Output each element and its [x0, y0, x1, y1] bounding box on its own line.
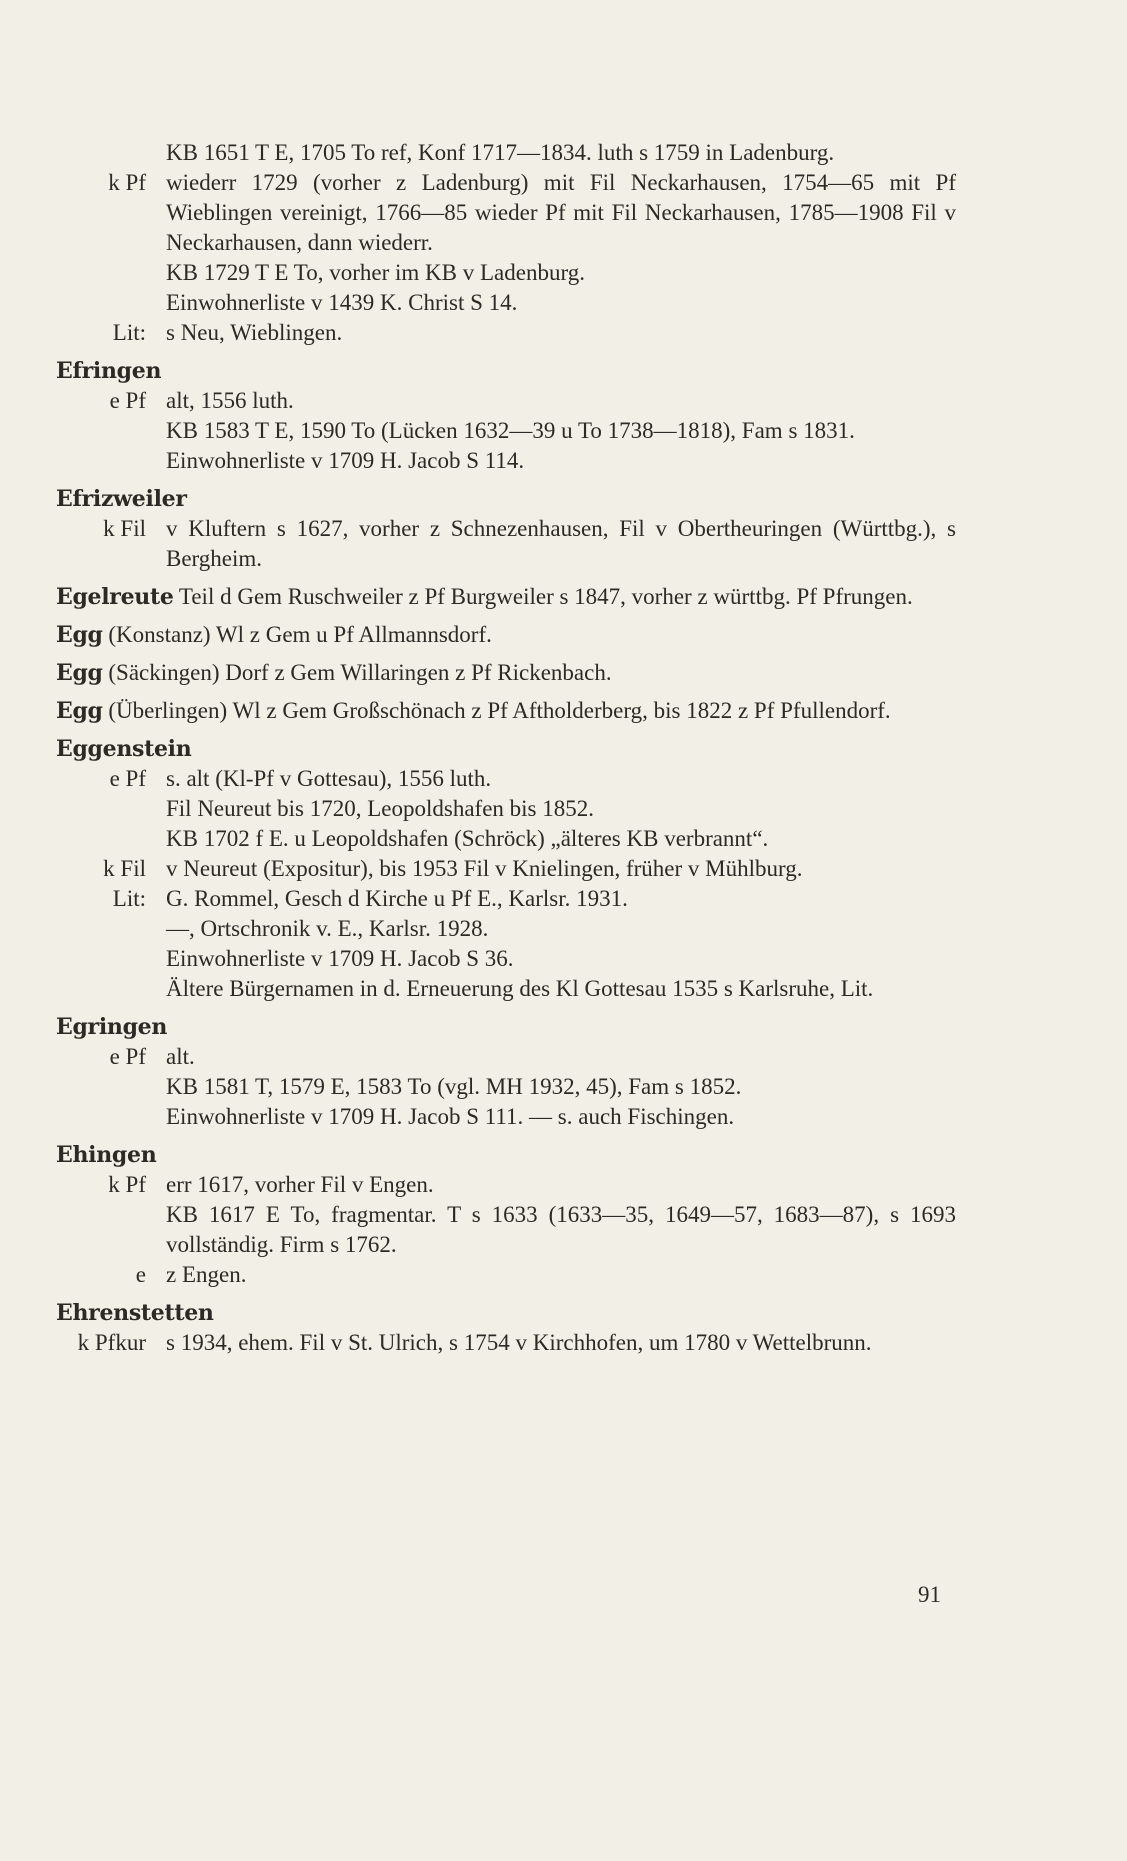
place-heading: Eggenstein	[56, 736, 192, 762]
entry-line: Ältere Bürgernamen in d. Erneuerung des Kl Gottesau 1535 s Karlsruhe, Lit.	[166, 976, 874, 1001]
entry-line: wiederr 1729 (vorher z Ladenburg) mit Fil Neckarhausen, 1754—65 mit Pf Wieblingen vereinigt, 1766—85 wieder Pf mit Fil Neckarhausen, 1785—1908 Fil v Neckarhausen, dann wiederr.	[166, 170, 956, 255]
entry-line: z Engen.	[166, 1262, 247, 1287]
entry-line: v Neureut (Expositur), bis 1953 Fil v Knielingen, früher v Mühlburg.	[166, 856, 803, 881]
entry-text	[166, 318, 956, 348]
place-heading: Ehingen	[56, 1142, 157, 1168]
entry-label: k Pf	[108, 1172, 146, 1197]
entry-row	[56, 1260, 956, 1290]
entry-row	[56, 1328, 956, 1358]
entry-text: (Überlingen) Wl z Gem Großschönach z Pf Aftholderberg, bis 1822 z Pf Pfullendorf.	[108, 698, 891, 723]
entry-label: k Fil	[103, 516, 146, 541]
entry-label	[56, 138, 166, 168]
place-heading: Egg	[56, 622, 103, 648]
entry-text	[166, 884, 956, 1004]
entry-row	[56, 764, 956, 854]
entry-text	[166, 138, 956, 168]
entry-label: Lit:	[112, 886, 146, 911]
entry-row	[56, 1042, 956, 1132]
entry-label: e Pf	[109, 1044, 146, 1069]
entry-text	[166, 1042, 956, 1132]
entry-label: e Pf	[109, 766, 146, 791]
entry-line: s 1934, ehem. Fil v St. Ulrich, s 1754 v Kirchhofen, um 1780 v Wettelbrunn.	[166, 1330, 872, 1355]
inline-entry	[56, 582, 956, 612]
place-heading: Egg	[56, 698, 103, 724]
place-heading: Egg	[56, 660, 103, 686]
entry-line: s. alt (Kl-Pf v Gottesau), 1556 luth.	[166, 766, 492, 791]
entry-row	[56, 884, 956, 1004]
register-entries	[56, 138, 956, 1358]
entry-text	[166, 764, 956, 854]
entry-label: e Pf	[109, 388, 146, 413]
place-heading: Egringen	[56, 1014, 168, 1040]
place-heading: Efrizweiler	[56, 486, 187, 512]
entry-line: G. Rommel, Gesch d Kirche u Pf E., Karlsr. 1931.	[166, 886, 628, 911]
entry-text	[166, 1328, 956, 1358]
entry-line: Einwohnerliste v 1709 H. Jacob S 36.	[166, 946, 514, 971]
entry-line: —, Ortschronik v. E., Karlsr. 1928.	[166, 916, 489, 941]
entry-row	[56, 168, 956, 318]
entry-row	[56, 514, 956, 574]
entry-row	[56, 1170, 956, 1260]
entry-text	[166, 386, 956, 476]
entry-text	[166, 514, 956, 574]
entry-text	[166, 854, 956, 884]
entry-label: k Pfkur	[77, 1330, 146, 1355]
entry-line: KB 1617 E To, fragmentar. T s 1633 (1633—35, 1649—57, 1683—87), s 1693 vollständig. Firm s 1762.	[166, 1202, 956, 1257]
entry-label: k Fil	[103, 856, 146, 881]
entry-text	[166, 168, 956, 318]
place-heading: Efringen	[56, 358, 162, 384]
entry-line: alt, 1556 luth.	[166, 388, 294, 413]
entry-line: KB 1583 T E, 1590 To (Lücken 1632—39 u To 1738—1818), Fam s 1831.	[166, 418, 855, 443]
entry-text: (Konstanz) Wl z Gem u Pf Allmannsdorf.	[108, 622, 492, 647]
entry-line: Einwohnerliste v 1439 K. Christ S 14.	[166, 290, 518, 315]
entry-line: KB 1702 f E. u Leopoldshafen (Schröck) „älteres KB verbrannt“.	[166, 826, 769, 851]
entry-text	[166, 1260, 956, 1290]
entry-line: v Kluftern s 1627, vorher z Schnezenhausen, Fil v Obertheuringen (Württbg.), s Bergheim.	[166, 516, 956, 571]
entry-line: Fil Neureut bis 1720, Leopoldshafen bis 1852.	[166, 796, 595, 821]
entry-row	[56, 386, 956, 476]
place-heading: Ehrenstetten	[56, 1300, 214, 1326]
entry-line: Einwohnerliste v 1709 H. Jacob S 114.	[166, 448, 525, 473]
entry-line: alt.	[166, 1044, 195, 1069]
entry-row	[56, 138, 956, 168]
entry-line: err 1617, vorher Fil v Engen.	[166, 1172, 434, 1197]
entry-text	[166, 1170, 956, 1260]
entry-line: KB 1581 T, 1579 E, 1583 To (vgl. MH 1932, 45), Fam s 1852.	[166, 1074, 742, 1099]
entry-label: k Pf	[108, 170, 146, 195]
entry-text: (Säckingen) Dorf z Gem Willaringen z Pf Rickenbach.	[108, 660, 612, 685]
inline-entry	[56, 658, 956, 688]
entry-label: Lit:	[112, 320, 146, 345]
entry-text: Teil d Gem Ruschweiler z Pf Burgweiler s 1847, vorher z württbg. Pf Pfrungen.	[178, 584, 913, 609]
entry-line: s Neu, Wieblingen.	[166, 320, 343, 345]
entry-row	[56, 318, 956, 348]
page-number: 91	[918, 1582, 941, 1607]
place-heading: Egelreute	[56, 584, 174, 610]
entry-row	[56, 854, 956, 884]
inline-entry	[56, 696, 956, 726]
inline-entry	[56, 620, 956, 650]
entry-label: e	[135, 1262, 146, 1287]
entry-line: Einwohnerliste v 1709 H. Jacob S 111. — s. auch Fischingen.	[166, 1104, 735, 1129]
entry-line: KB 1651 T E, 1705 To ref, Konf 1717—1834. luth s 1759 in Ladenburg.	[166, 140, 835, 165]
entry-line: KB 1729 T E To, vorher im KB v Ladenburg.	[166, 260, 585, 285]
